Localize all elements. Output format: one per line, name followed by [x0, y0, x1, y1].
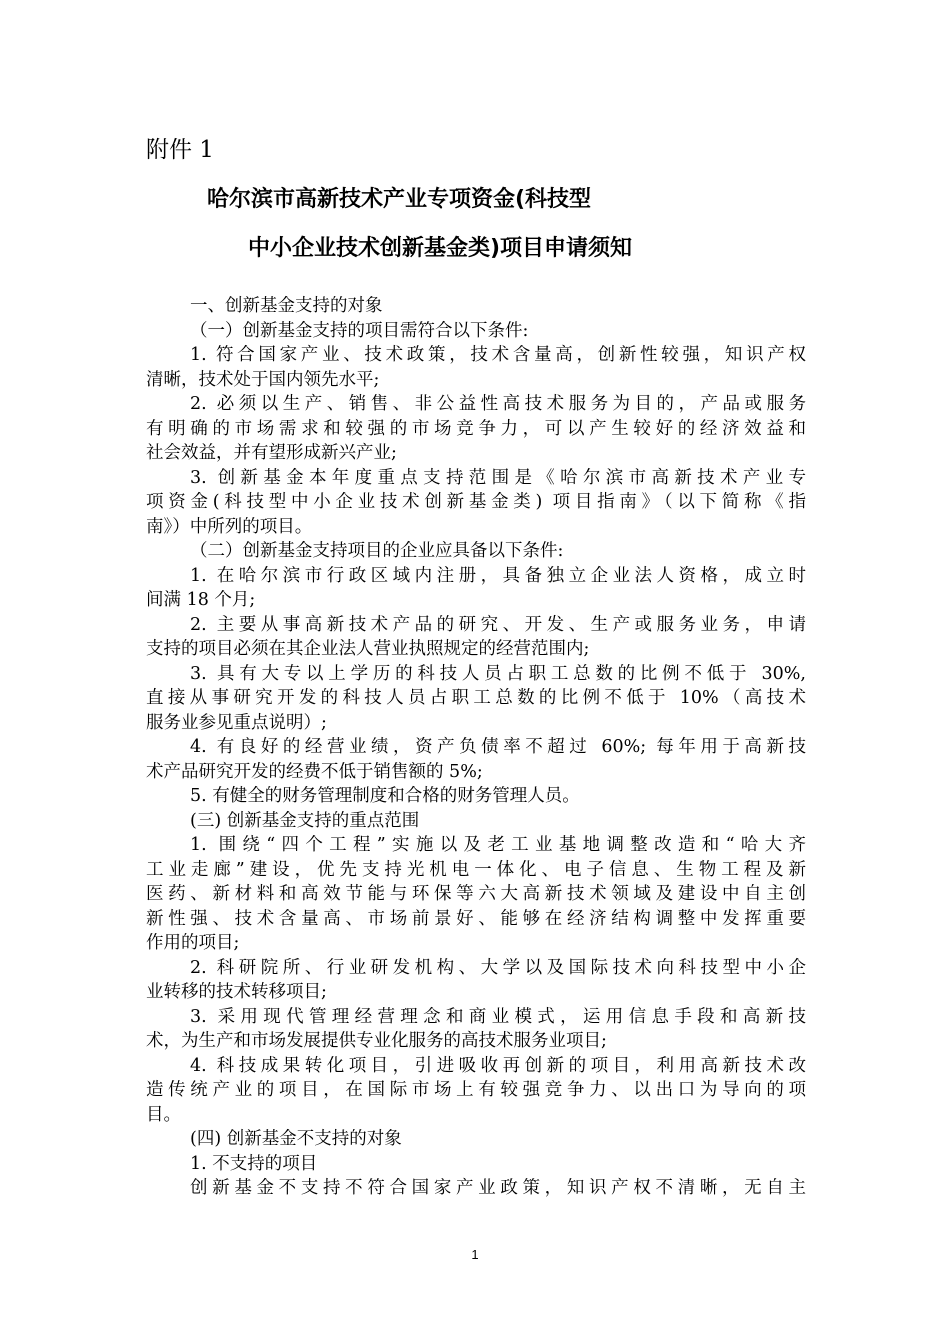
body-line: 南》）中所列的项目。: [146, 516, 313, 537]
body-line: 有明确的市场需求和较强的市场竞争力，可以产生较好的经济效益和: [146, 418, 806, 439]
body-line: 作用的项目;: [146, 933, 240, 953]
body-line: 2. 科研院所、行业研发机构、大学以及国际技术向科技型中小企: [190, 957, 806, 978]
body-line: 术产品研究开发的经费不低于销售额的 5%;: [146, 761, 483, 782]
body-line: 1. 符合国家产业、技术政策，技术含量高，创新性较强，知识产权: [190, 345, 806, 365]
body-line: 3. 采用现代管理经营理念和商业模式，运用信息手段和高新技: [190, 1006, 806, 1027]
body-line: 2. 主要从事高新技术产品的研究、开发、生产或服务业务，申请: [190, 614, 806, 635]
body-line: 支持的项目必须在其企业法人营业执照规定的经营范围内;: [146, 639, 590, 659]
body-line: 目。: [146, 1104, 181, 1125]
body-line: 术，为生产和市场发展提供专业化服务的高技术服务业项目;: [146, 1031, 607, 1051]
body-line: 1. 在哈尔滨市行政区域内注册，具备独立企业法人资格，成立时: [190, 565, 806, 586]
body-line: 创新基金不支持不符合国家产业政策，知识产权不清晰，无自主: [190, 1178, 806, 1198]
body-line: 清晰，技术处于国内领先水平;: [146, 369, 380, 390]
document-title-line-1: 哈尔滨市高新技术产业专项资金(科技型: [207, 187, 592, 212]
body-line: 1. 围绕“四个工程”实施以及老工业基地调整改造和“哈大齐: [190, 835, 806, 855]
body-line: 间满 18 个月;: [146, 590, 256, 610]
body-line: 直接从事研究开发的科技人员占职工总数的比例不低于 10%（高技术: [146, 688, 806, 708]
body-line: 一、创新基金支持的对象: [190, 296, 383, 316]
body-line: 1. 不支持的项目: [190, 1153, 318, 1174]
page-number: 1: [471, 1247, 479, 1262]
document-title-line-2: 中小企业技术创新基金类)项目申请须知: [248, 236, 633, 261]
body-line: 5. 有健全的财务管理制度和合格的财务管理人员。: [190, 786, 580, 806]
body-line: (四) 创新基金不支持的对象: [190, 1129, 402, 1149]
body-line: 业转移的技术转移项目;: [146, 982, 327, 1002]
body-line: 新性强、技术含量高、市场前景好、能够在经济结构调整中发挥重要: [146, 908, 806, 929]
body-line: 医药、新材料和高效节能与环保等六大高新技术领域及建设中自主创: [146, 884, 806, 904]
body-line: 4. 科技成果转化项目，引进吸收再创新的项目，利用高新技术改: [190, 1055, 806, 1076]
body-line: 社会效益，并有望形成新兴产业;: [146, 443, 397, 463]
body-line: （二）创新基金支持项目的企业应具备以下条件:: [190, 541, 564, 561]
body-line: 3. 具有大专以上学历的科技人员占职工总数的比例不低于 30%,: [190, 663, 806, 684]
body-line: (三) 创新基金支持的重点范围: [190, 810, 420, 831]
body-line: 4. 有良好的经营业绩，资产负债率不超过 60%; 每年用于高新技: [190, 737, 806, 757]
document-body: [146, 294, 806, 1201]
body-line: 3. 创新基金本年度重点支持范围是《哈尔滨市高新技术产业专: [190, 467, 806, 488]
attachment-label: 附件 1: [146, 137, 214, 163]
body-line: 工业走廊”建设，优先支持光机电一体化、电子信息、生物工程及新: [146, 859, 806, 880]
body-line: 服务业参见重点说明）;: [146, 712, 327, 733]
body-line: 2. 必须以生产、销售、非公益性高技术服务为目的，产品或服务: [190, 394, 806, 414]
body-line: （一）创新基金支持的项目需符合以下条件:: [190, 320, 529, 341]
body-line: 造传统产业的项目，在国际市场上有较强竞争力、以出口为导向的项: [146, 1080, 806, 1100]
body-line: 项资金(科技型中小企业技术创新基金类) 项目指南》（以下简称《指: [146, 492, 806, 512]
